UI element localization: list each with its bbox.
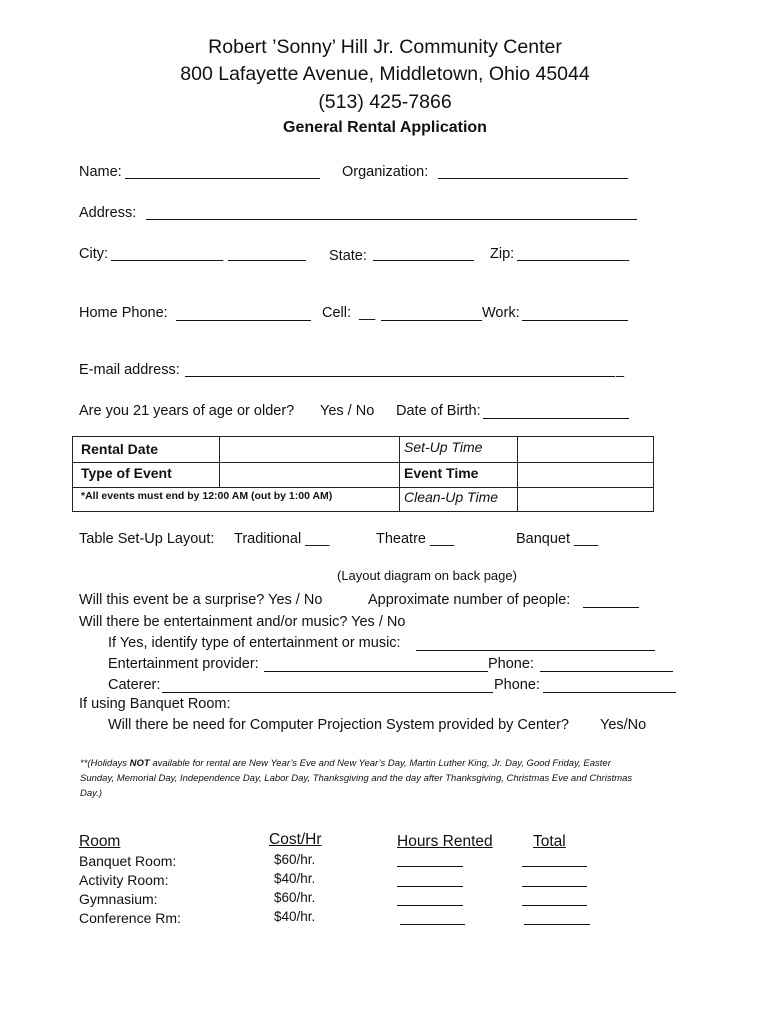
organization-label: Organization:: [342, 164, 429, 180]
form-title: General Rental Application: [283, 119, 487, 136]
rental-date-label: Rental Date: [81, 441, 159, 457]
layout-label: Table Set-Up Layout:: [79, 531, 215, 547]
provider-phone-label: Phone:: [488, 656, 534, 672]
table-column-divider-3: [517, 437, 518, 511]
type-of-event-label: Type of Event: [81, 465, 172, 481]
address-label: Address:: [79, 205, 137, 221]
room-column-header: Room: [79, 833, 121, 850]
age-question: Are you 21 years of age or older?: [79, 403, 295, 419]
city-field-extension[interactable]: [228, 260, 306, 261]
event-time-field[interactable]: [519, 463, 651, 486]
layout-diagram-note: (Layout diagram on back page): [337, 568, 517, 583]
cell-field[interactable]: [381, 320, 482, 321]
cleanup-time-label: Clean-Up Time: [404, 489, 499, 505]
cell-label: Cell:: [322, 305, 352, 321]
org-phone: (513) 425-7866: [318, 91, 452, 113]
rental-date-field[interactable]: [221, 438, 397, 461]
approx-people-label: Approximate number of people:: [368, 592, 571, 608]
room-hours-field[interactable]: [397, 886, 463, 887]
room-cost: $40/hr.: [274, 909, 316, 924]
address-field[interactable]: [146, 219, 637, 220]
zip-underscore: _: [621, 246, 630, 262]
hours-column-header: Hours Rented: [397, 833, 493, 850]
home-phone-field[interactable]: [176, 320, 311, 321]
room-name: Conference Rm:: [79, 910, 181, 926]
dob-field[interactable]: [483, 418, 629, 419]
holidays-note-line3: Day.): [80, 788, 102, 799]
banquet-room-label: If using Banquet Room:: [79, 696, 231, 712]
name-field[interactable]: [125, 178, 320, 179]
projection-options[interactable]: Yes/No: [600, 717, 647, 733]
caterer-label: Caterer:: [108, 677, 161, 693]
email-field[interactable]: [185, 376, 615, 377]
room-name: Gymnasium:: [79, 891, 158, 907]
entertainment-provider-label: Entertainment provider:: [108, 656, 259, 672]
layout-traditional-option[interactable]: Traditional ___: [234, 531, 330, 547]
zip-label: Zip:: [490, 246, 515, 262]
age-options[interactable]: Yes / No: [320, 403, 375, 419]
organization-field[interactable]: [438, 178, 628, 179]
email-label: E-mail address:: [79, 362, 180, 378]
room-hours-field[interactable]: [397, 905, 463, 906]
home-phone-label: Home Phone:: [79, 305, 168, 321]
cost-column-header: Cost/Hr: [269, 831, 322, 848]
room-name: Activity Room:: [79, 872, 169, 888]
type-of-event-field[interactable]: [221, 463, 397, 486]
org-name: Robert ’Sonny’ Hill Jr. Community Center: [208, 36, 562, 58]
table-column-divider-1: [219, 437, 220, 487]
name-label: Name:: [79, 164, 122, 180]
end-time-note: *All events must end by 12:00 AM (out by 1:00 AM): [81, 490, 333, 502]
holidays-note-line2: Sunday, Memorial Day, Independence Day, Labor Day, Thanksgiving and the day after Thanksgiving, Christmas Eve and Christmas: [80, 773, 633, 784]
approx-people-field[interactable]: [583, 607, 639, 608]
room-hours-field[interactable]: [400, 924, 465, 925]
table-column-divider-2: [399, 437, 400, 511]
room-cost: $60/hr.: [274, 890, 316, 905]
total-column-header: Total: [533, 833, 566, 850]
city-field[interactable]: [111, 260, 216, 261]
cell-underscore: __: [359, 305, 376, 321]
state-label: State:: [329, 248, 367, 264]
layout-theatre-option[interactable]: Theatre ___: [376, 531, 455, 547]
entertainment-type-field[interactable]: [416, 650, 655, 651]
setup-time-label: Set-Up Time: [404, 439, 483, 455]
room-cost: $40/hr.: [274, 871, 316, 886]
rental-info-table: [72, 436, 654, 512]
city-underscore: _: [215, 246, 224, 262]
dob-label: Date of Birth:: [396, 403, 481, 419]
zip-field[interactable]: [517, 260, 621, 261]
setup-time-field[interactable]: [519, 438, 651, 461]
caterer-phone-label: Phone:: [494, 677, 540, 693]
layout-banquet-option[interactable]: Banquet ___: [516, 531, 599, 547]
cleanup-time-field[interactable]: [519, 488, 651, 510]
entertainment-type-label: If Yes, identify type of entertainment or music:: [108, 635, 401, 651]
room-total-field[interactable]: [522, 886, 587, 887]
projection-question: Will there be need for Computer Projection System provided by Center?: [108, 717, 569, 733]
room-total-field[interactable]: [522, 905, 587, 906]
event-time-label: Event Time: [404, 465, 479, 481]
org-address: 800 Lafayette Avenue, Middletown, Ohio 45044: [180, 63, 590, 85]
state-field[interactable]: [373, 260, 474, 261]
email-underscore: _: [616, 362, 625, 378]
entertainment-question: Will there be entertainment and/or music? Yes / No: [79, 614, 406, 630]
provider-phone-field[interactable]: [540, 671, 673, 672]
room-cost: $60/hr.: [274, 852, 316, 867]
room-total-field[interactable]: [524, 924, 590, 925]
caterer-field[interactable]: [162, 692, 493, 693]
room-hours-field[interactable]: [397, 866, 463, 867]
entertainment-provider-field[interactable]: [264, 671, 488, 672]
holidays-note-line1: **(Holidays NOT available for rental are New Year’s Eve and New Year’s Day, Martin Luther King, Jr. Day, Good Friday, Easter: [80, 758, 611, 769]
caterer-phone-field[interactable]: [543, 692, 676, 693]
room-name: Banquet Room:: [79, 853, 177, 869]
surprise-question: Will this event be a surprise? Yes / No: [79, 592, 323, 608]
city-label: City:: [79, 246, 108, 262]
work-field[interactable]: [522, 320, 628, 321]
room-total-field[interactable]: [522, 866, 587, 867]
work-label: Work:: [482, 305, 520, 321]
